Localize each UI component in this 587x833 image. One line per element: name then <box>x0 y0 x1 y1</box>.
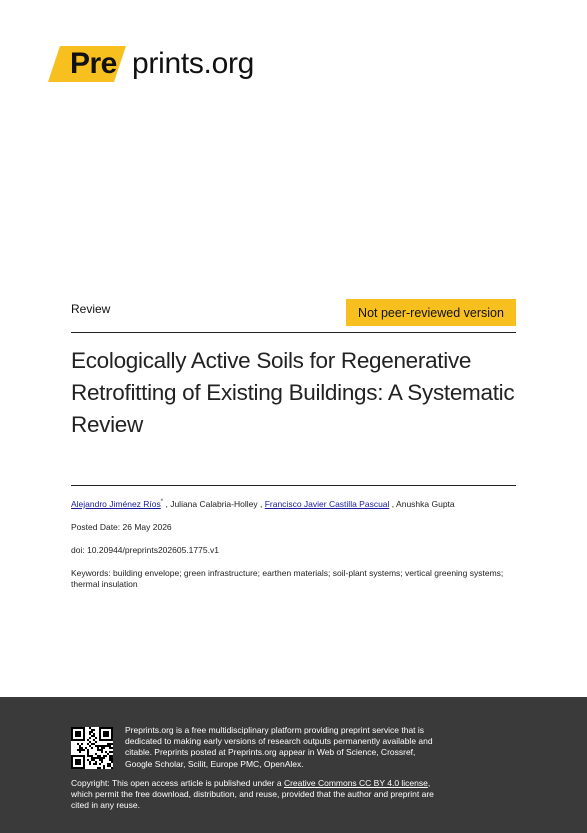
keywords: Keywords: building envelope; green infrastructure; earthen materials; soil-plant systems; vertical greening systems; thermal insulation <box>71 568 504 589</box>
copyright-text: Copyright: This open access article is published under a <box>71 778 284 788</box>
peer-review-badge: Not peer-reviewed version <box>346 299 516 326</box>
author-name: Anushka Gupta <box>396 499 455 509</box>
qr-code-icon <box>71 727 113 769</box>
corresponding-author-mark: * <box>160 499 164 506</box>
author-list: Alejandro Jiménez Ríos* , Juliana Calabria-Holley , Francisco Javier Castilla Pascual , Anushka Gupta <box>71 499 455 509</box>
copyright-text-end: , which permit the free download, distribution, and reuse, provided that the author and preprint are cited in any reuse. <box>71 778 434 811</box>
author-link[interactable]: Francisco Javier Castilla Pascual <box>264 499 390 509</box>
divider-bottom <box>71 485 516 486</box>
platform-description: Preprints.org is a free multidisciplinary platform providing preprint service that is dedicated to making early versions of research outputs permanently available and citable. Preprints posted at Preprints.org appear in Web of Science, Crossref, Google Scholar, Scilit, Europe PMC, OpenAlex. <box>125 725 433 769</box>
copyright-notice <box>71 778 451 812</box>
paper-title: Ecologically Active Soils for Regenerative Retrofitting of Existing Buildings: A Systematic Review <box>71 348 515 437</box>
preprints-logo[interactable] <box>48 44 288 84</box>
logo-text-rest: prints.org <box>132 47 255 80</box>
doi[interactable]: doi: 10.20944/preprints202605.1775.v1 <box>71 545 219 555</box>
logo-text-bold: Pre <box>70 47 117 80</box>
posted-date: Posted Date: 26 May 2026 <box>71 522 172 532</box>
divider-top <box>71 332 516 333</box>
author-link[interactable]: Alejandro Jiménez Ríos <box>71 499 161 509</box>
author-name: Juliana Calabria-Holley <box>170 499 258 509</box>
article-type: Review <box>71 302 111 316</box>
license-link[interactable]: Creative Commons CC BY 4.0 license <box>283 778 428 788</box>
